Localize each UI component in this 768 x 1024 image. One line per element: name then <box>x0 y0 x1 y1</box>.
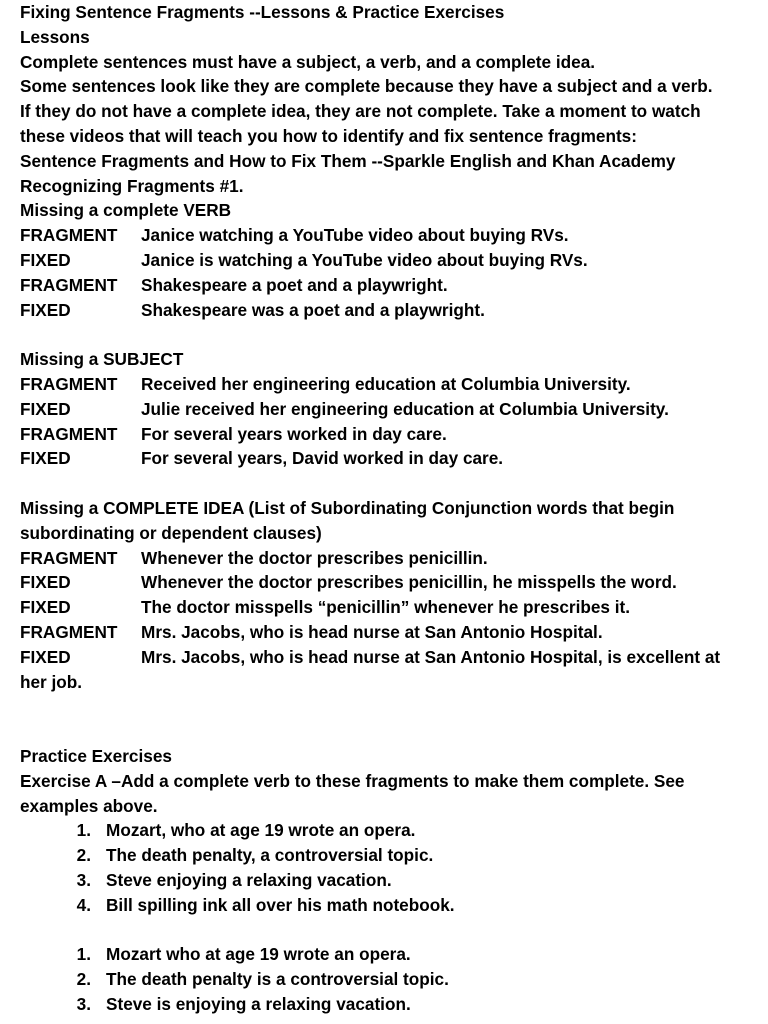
list-item <box>20 818 746 843</box>
exercise-a-instructions: Exercise A –Add a complete verb to these fragments to make them complete. See <box>20 770 685 791</box>
lessons-heading: Lessons <box>20 26 90 47</box>
intro-line: Some sentences look like they are complete because they have a subject and a verb. <box>20 76 713 97</box>
exercise-a-list <box>20 818 746 917</box>
list-item <box>20 942 746 967</box>
example-text: Janice watching a YouTube video about buying RVs. <box>141 225 569 246</box>
list-item-text: Steve is enjoying a relaxing vacation. <box>106 993 411 1014</box>
list-item-text: Steve enjoying a relaxing vacation. <box>106 869 392 890</box>
example-row <box>20 372 746 397</box>
list-number: 2. <box>76 845 91 866</box>
practice-heading: Practice Exercises <box>20 745 172 766</box>
list-item <box>20 967 746 992</box>
spacer <box>20 694 746 744</box>
example-text: Whenever the doctor prescribes penicillin, he misspells the word. <box>141 572 677 593</box>
section-heading: Missing a SUBJECT <box>20 349 184 370</box>
list-number: 3. <box>76 993 91 1014</box>
video-link[interactable]: Recognizing Fragments #1. <box>20 175 244 196</box>
list-item <box>20 992 746 1017</box>
exercise-a-answers-list <box>20 942 746 1016</box>
example-row <box>20 422 746 447</box>
example-row <box>20 298 746 323</box>
example-row <box>20 595 746 620</box>
list-item-text: Mozart who at age 19 wrote an opera. <box>106 944 411 965</box>
practice-section <box>20 744 746 1017</box>
list-item-text: Bill spilling ink all over his math notebook. <box>106 894 455 915</box>
example-text: Shakespeare was a poet and a playwright. <box>141 299 485 320</box>
example-label: FIXED <box>20 646 71 667</box>
example-label: FRAGMENT <box>20 547 118 568</box>
section-missing-verb <box>20 198 746 322</box>
video-link[interactable]: Sentence Fragments and How to Fix Them --Sparkle English and Khan Academy <box>20 150 676 171</box>
intro-paragraph <box>20 50 746 199</box>
example-row <box>20 645 746 670</box>
list-item <box>20 868 746 893</box>
intro-line: these videos that will teach you how to identify and fix sentence fragments: <box>20 125 637 146</box>
example-label: FRAGMENT <box>20 373 118 394</box>
example-label: FIXED <box>20 572 71 593</box>
example-text: For several years worked in day care. <box>141 423 447 444</box>
example-text-continuation: her job. <box>20 671 83 692</box>
section-heading-continued: subordinating or dependent clauses) <box>20 522 322 543</box>
spacer <box>20 471 746 496</box>
example-row <box>20 546 746 571</box>
list-number: 3. <box>76 869 91 890</box>
intro-line: Complete sentences must have a subject, a verb, and a complete idea. <box>20 51 596 72</box>
example-label: FRAGMENT <box>20 423 118 444</box>
section-missing-subject <box>20 347 746 471</box>
spacer <box>20 322 746 347</box>
example-text: Janice is watching a YouTube video about buying RVs. <box>141 249 588 270</box>
spacer <box>20 917 746 942</box>
example-text: Whenever the doctor prescribes penicillin. <box>141 547 488 568</box>
example-row <box>20 223 746 248</box>
example-label: FIXED <box>20 299 71 320</box>
list-item-text: Mozart, who at age 19 wrote an opera. <box>106 820 416 841</box>
example-label: FIXED <box>20 597 71 618</box>
section-missing-complete-idea <box>20 496 746 694</box>
example-text: Received her engineering education at Columbia University. <box>141 373 631 394</box>
list-item-text: The death penalty is a controversial topic. <box>106 969 449 990</box>
list-number: 1. <box>76 944 91 965</box>
example-text: For several years, David worked in day care. <box>141 448 504 469</box>
list-item <box>20 843 746 868</box>
example-row <box>20 446 746 471</box>
example-row <box>20 397 746 422</box>
section-heading: Missing a COMPLETE IDEA (List of Subordinating Conjunction words that begin <box>20 497 675 518</box>
list-item-text: The death penalty, a controversial topic. <box>106 845 434 866</box>
example-text: Julie received her engineering education at Columbia University. <box>141 398 669 419</box>
list-number: 2. <box>76 969 91 990</box>
example-row <box>20 248 746 273</box>
section-heading: Missing a complete VERB <box>20 200 232 221</box>
example-row <box>20 570 746 595</box>
list-item <box>20 893 746 918</box>
example-text: Mrs. Jacobs, who is head nurse at San Antonio Hospital, is excellent at <box>141 646 721 667</box>
page-title: Fixing Sentence Fragments --Lessons & Practice Exercises <box>20 2 505 22</box>
list-number: 4. <box>76 894 91 915</box>
example-row <box>20 620 746 645</box>
example-label: FIXED <box>20 398 71 419</box>
example-text: Mrs. Jacobs, who is head nurse at San Antonio Hospital. <box>141 621 603 642</box>
example-text: The doctor misspells “penicillin” whenever he prescribes it. <box>141 597 631 618</box>
example-label: FRAGMENT <box>20 225 118 246</box>
exercise-a-instructions-continued: examples above. <box>20 795 158 816</box>
intro-line: If they do not have a complete idea, they are not complete. Take a moment to watch <box>20 101 701 122</box>
example-row <box>20 273 746 298</box>
example-label: FIXED <box>20 249 71 270</box>
list-number: 1. <box>76 820 91 841</box>
example-label: FRAGMENT <box>20 621 118 642</box>
example-text: Shakespeare a poet and a playwright. <box>141 274 448 295</box>
example-label: FRAGMENT <box>20 274 118 295</box>
example-label: FIXED <box>20 448 71 469</box>
